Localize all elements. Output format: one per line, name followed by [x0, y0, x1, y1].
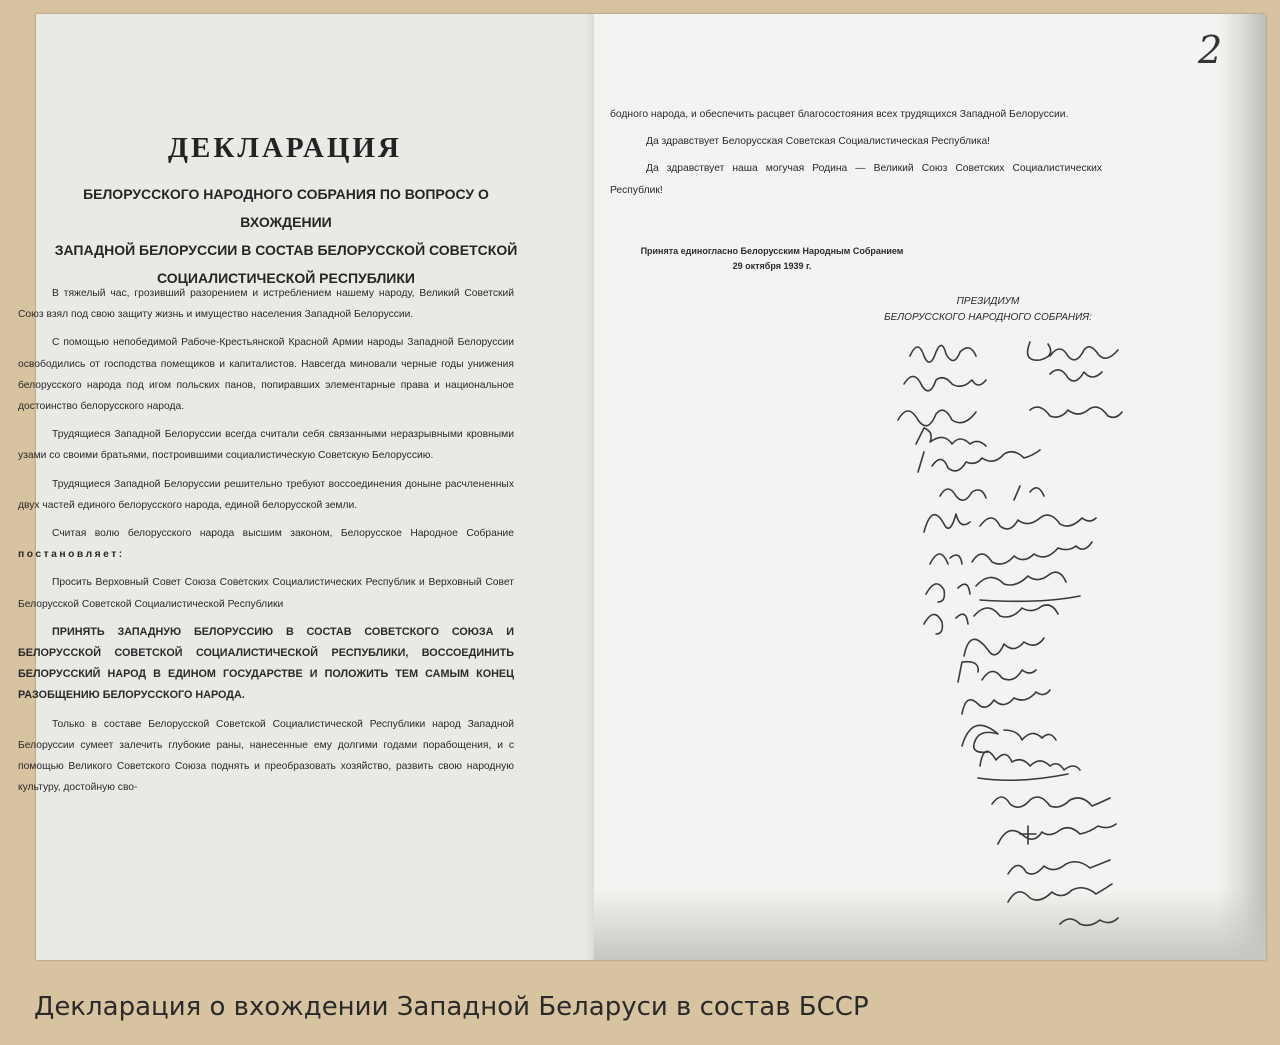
- paragraph: Да здравствует Белорусская Советская Социалистическая Республика!: [646, 136, 991, 148]
- presidium-assembly: БЕЛОРУССКОГО НАРОДНОГО СОБРАНИЯ:: [884, 312, 1092, 323]
- paragraph: бодного народа, и обеспечить расцвет благосостояния всех трудящихся Западной Белоруссии.: [610, 109, 1069, 120]
- image-caption: Декларация о вхождении Западной Беларуси в состав БССР: [34, 992, 869, 1022]
- left-page-text: [18, 283, 514, 805]
- resolution-word: постановляет:: [18, 549, 125, 561]
- presidium-heading: [860, 294, 1116, 326]
- request-paragraph: Просить Верховный Совет Союза Советских Социалистических Республик и Верховный Совет Белорусской Советской Социалистической Республики: [18, 577, 514, 610]
- resolution-lead: Считая волю белорусского народа высшим законом, Белорусское Народное Собрание: [52, 528, 514, 540]
- declaration-subtitle: [36, 180, 536, 292]
- paragraph: С помощью непобедимой Рабоче-Крестьянской Красной Армии народы Западной Белоруссии освободились от господства помещиков и капиталистов. Навсегда миновали черные годы унижения белорусского народа под игом польских панов, попиравших элементарные права и национальное достоинство белорусского народа.: [18, 337, 514, 413]
- adoption-note: [612, 244, 932, 274]
- page-number: 2: [1198, 28, 1223, 72]
- subtitle-line: БЕЛОРУССКОГО НАРОДНОГО СОБРАНИЯ ПО ВОПРОСУ О ВХОЖДЕНИИ: [83, 186, 489, 230]
- paragraph: Да здравствует наша могучая Родина — Великий Союз Советских Социалистических Республик!: [610, 163, 1102, 196]
- adoption-line: Принята единогласно Белорусским Народным Собранием: [640, 246, 904, 256]
- handwritten-signatures: [880, 326, 1180, 946]
- subtitle-line: ЗАПАДНОЙ БЕЛОРУССИИ В СОСТАВ БЕЛОРУССКОЙ СОВЕТСКОЙ: [54, 242, 518, 258]
- paragraph: Только в составе Белорусской Советской Социалистической Республики народ Западной Белоруссии сумеет залечить глубокие раны, нанесенные ему долгими годами порабощения, и с помощью Великого Советского Союза поднять и преобразовать хозяйство, развить свою народную культуру, достойную сво-: [18, 718, 514, 794]
- presidium-label: ПРЕЗИДИУМ: [956, 296, 1020, 307]
- right-page-text: [610, 104, 1102, 207]
- signatures: [880, 326, 1180, 946]
- paragraph: Трудящиеся Западной Белоруссии всегда считали себя связанными неразрывными кровными узами со своими братьями, построившими социалистическую Советскую Белоруссию.: [18, 429, 514, 462]
- adoption-date: 29 октября 1939 г.: [732, 261, 812, 271]
- paragraph: Трудящиеся Западной Белоруссии решительно требуют воссоединения доныне расчлененных двух частей единого белорусского народа, единой белорусской земли.: [18, 478, 514, 511]
- right-page-edge: [1218, 14, 1266, 960]
- paragraph: В тяжелый час, грозивший разорением и истреблением нашему народу, Великий Советский Союз взял под свою защиту жизнь и имущество населения Западной Белоруссии.: [18, 288, 514, 321]
- decision-paragraph: ПРИНЯТЬ ЗАПАДНУЮ БЕЛОРУССИЮ В СОСТАВ СОВЕТСКОГО СОЮЗА И БЕЛОРУССКОЙ СОВЕТСКОЙ СОЦИАЛИСТИЧЕСКОЙ РЕСПУБЛИКИ, ВОССОЕДИНИТЬ БЕЛОРУССКИЙ НАРОД В ЕДИНОМ ГОСУДАРСТВЕ И ПОЛОЖИТЬ ТЕМ САМЫМ КОНЕЦ РАЗОБЩЕНИЮ БЕЛОРУССКОГО НАРОДА.: [18, 625, 514, 702]
- resolution-paragraph: [18, 523, 514, 565]
- declaration-title: ДЕКЛАРАЦИЯ: [168, 132, 402, 164]
- subtitle-line: СОЦИАЛИСТИЧЕСКОЙ РЕСПУБЛИКИ: [157, 270, 415, 286]
